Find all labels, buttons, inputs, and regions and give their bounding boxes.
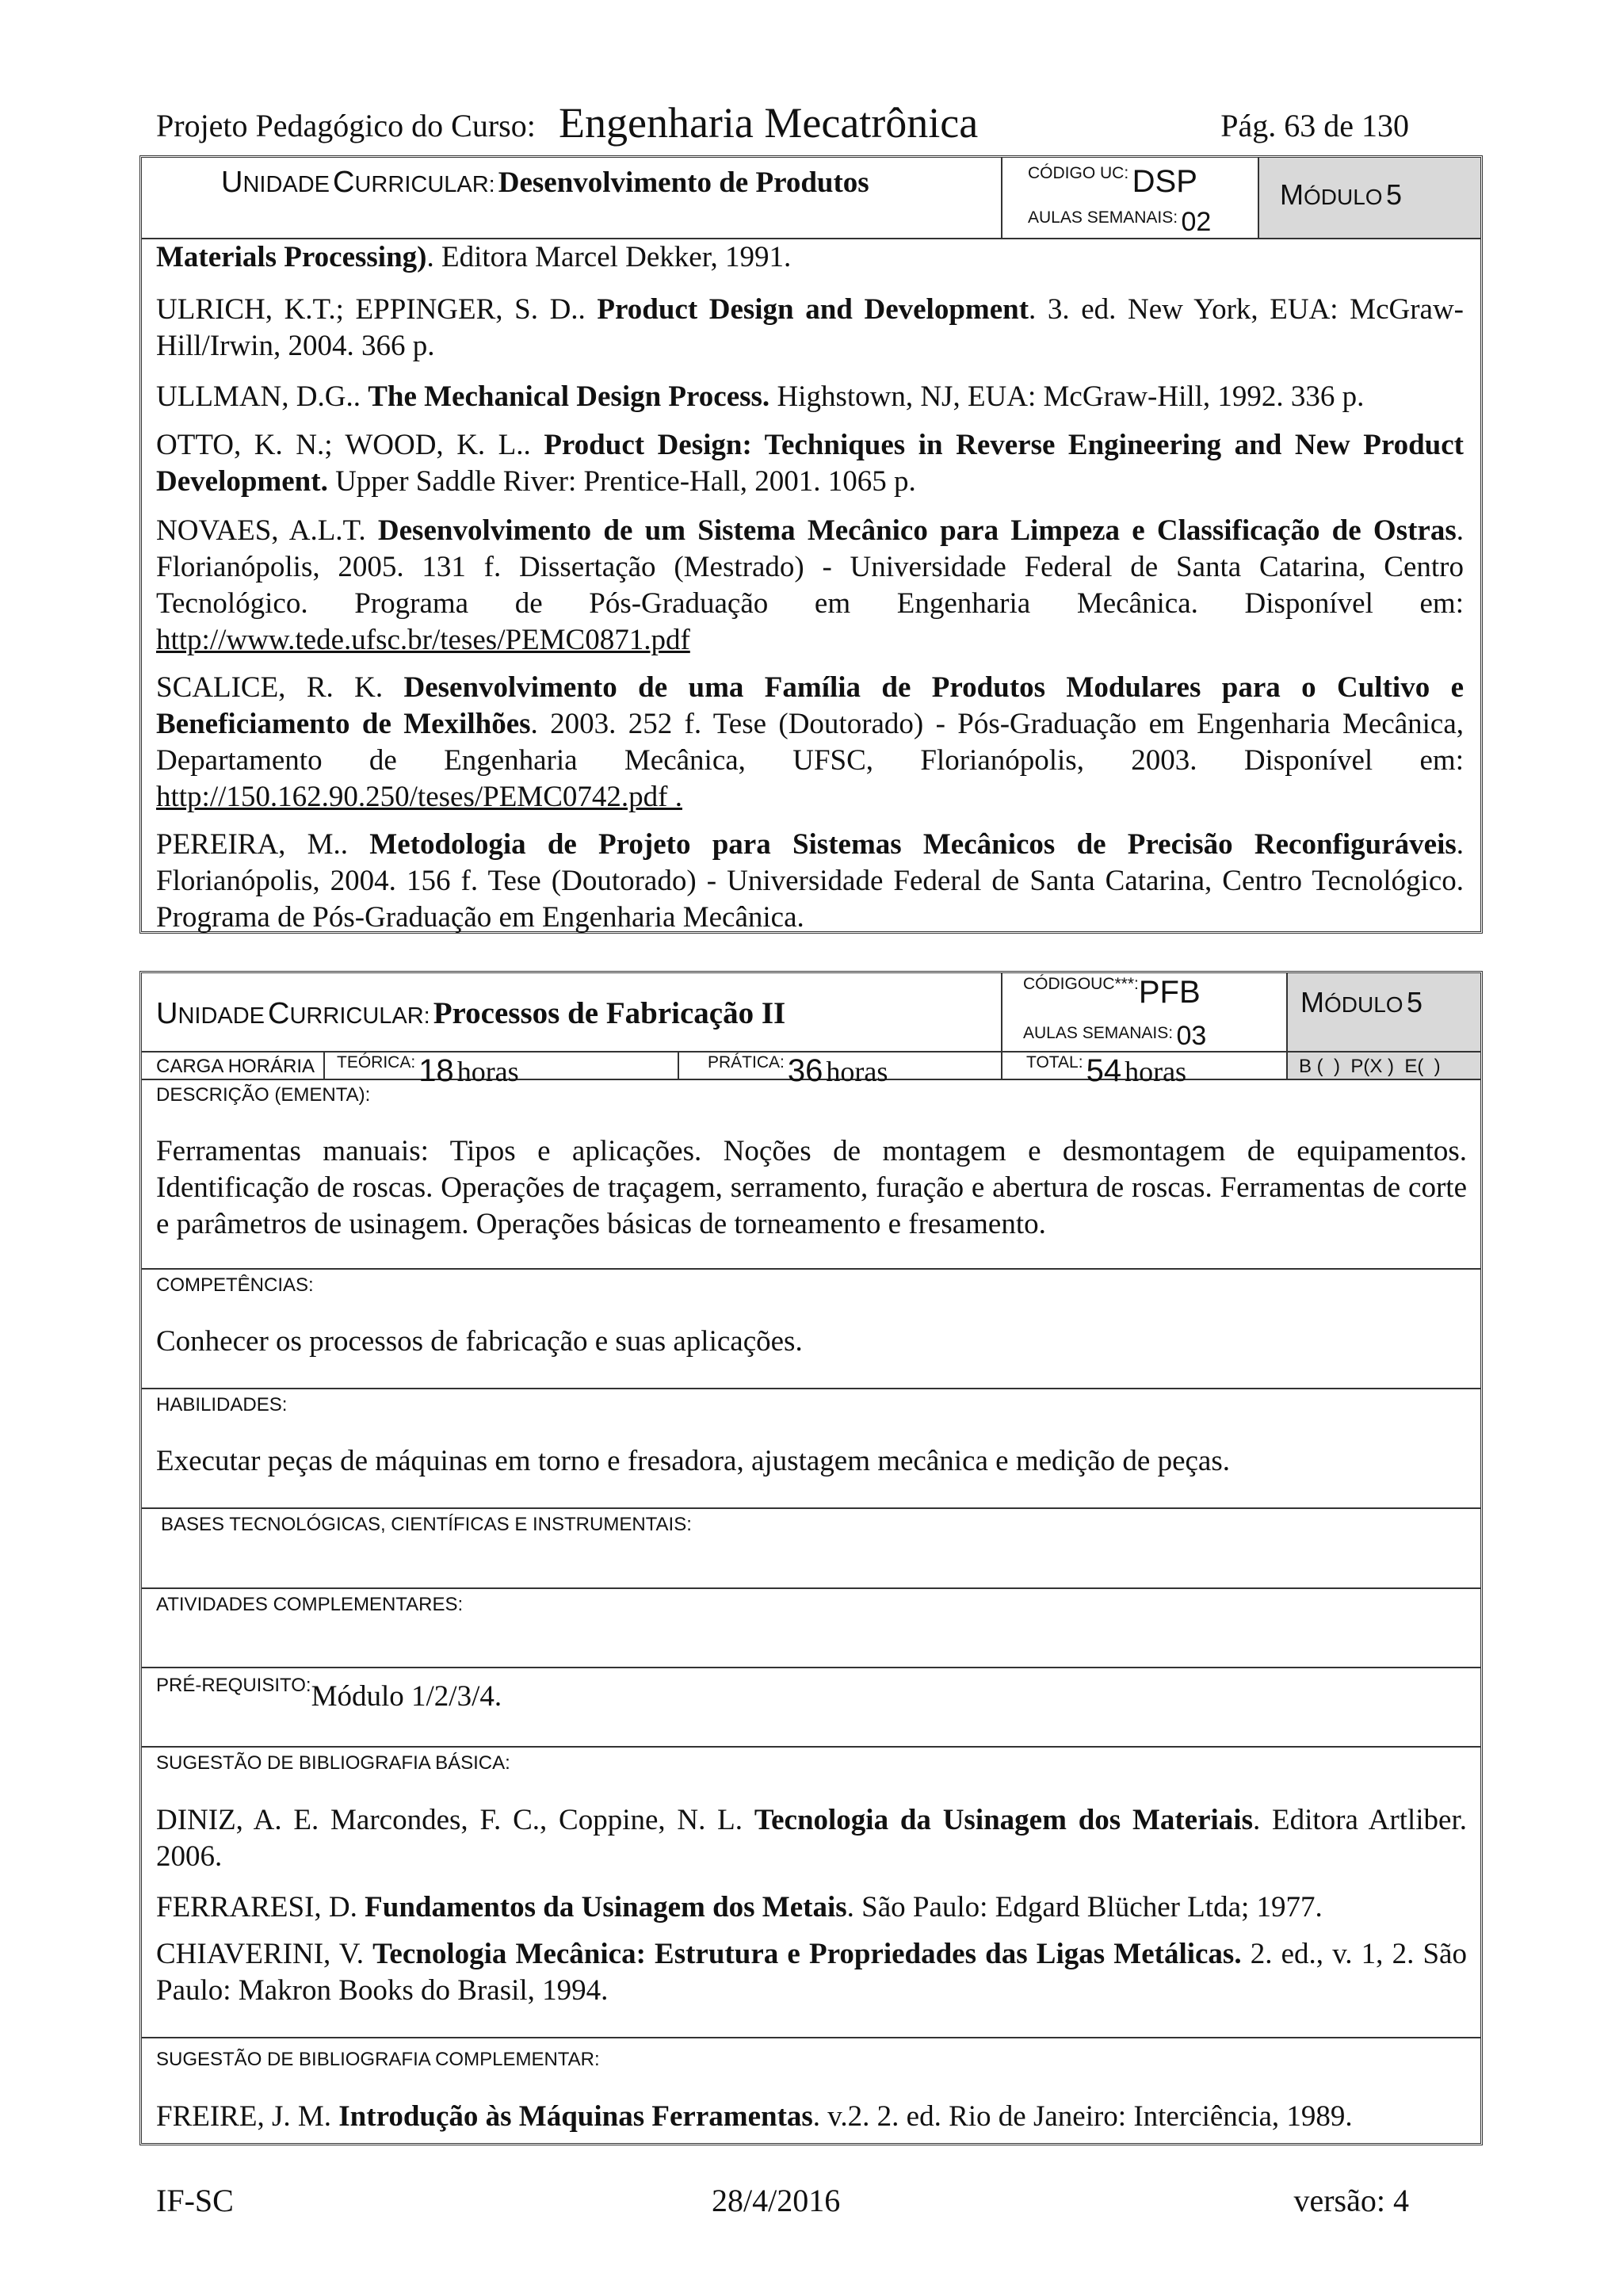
uc2-modulo: MÓDULO 5 (1300, 986, 1423, 1018)
bases-label: BASES TECNOLÓGICAS, CIENTÍFICAS E INSTRUMENTAIS: (161, 1514, 692, 1535)
uc1-ref-5-link[interactable]: http://150.162.90.250/teses/PEMC0742.pdf . (156, 781, 682, 813)
footer-version: versão: 4 (1293, 2183, 1409, 2218)
pratica-cell: PRÁTICA: 36 horas (708, 1053, 888, 1088)
uc1-modulo: MÓDULO 5 (1280, 178, 1403, 211)
uc1-codigo-value: DSP (1132, 164, 1197, 199)
page-header (156, 101, 1409, 149)
uc1-aulas-value: 02 (1181, 207, 1212, 237)
uc1-ref-0: Materials Processing). Editora Marcel Dekker, 1991. (156, 241, 792, 273)
carga-horaria-label: CARGA HORÁRIA (156, 1056, 315, 1077)
biblio-comp-item-0: FREIRE, J. M. Introdução às Máquinas Ferramentas. v.2. 2. ed. Rio de Janeiro: Interciência, 1989. (156, 2100, 1353, 2133)
uc1-ref-2: ULLMAN, D.G.. The Mechanical Design Process. Highstown, NJ, EUA: McGraw-Hill, 1992. 336 p. (156, 380, 1365, 413)
uc1-ref-6: PEREIRA, M.. Metodologia de Projeto para Sistemas Mecânicos de Precisão Reconfiguráveis. Florianópolis, 2004. 156 f. Tese (Doutorado) - Universidade Federal de Santa Catarina, Centro Tecnológico. Programa de Pós-Graduação em Engenharia Mecânica. (156, 828, 1464, 934)
uc1-aulas: AULAS SEMANAIS: 02 (1028, 207, 1212, 237)
competencias-label: COMPETÊNCIAS: (156, 1274, 314, 1296)
uc2-title-row: UNIDADE CURRICULAR: Processos de Fabricação II (156, 996, 786, 1030)
uc1-ref-1: ULRICH, K.T.; EPPINGER, S. D.. Product Design and Development. 3. ed. New York, EUA: McGraw-Hill/Irwin, 2004. 366 p. (156, 293, 1465, 362)
teorica-cell: TEÓRICA: 18 horas (337, 1053, 519, 1088)
biblio-basica-label: SUGESTÃO DE BIBLIOGRAFIA BÁSICA: (156, 1752, 510, 1774)
uc2-aulas: AULAS SEMANAIS: 03 (1023, 1021, 1207, 1051)
uc2-aulas-value: 03 (1176, 1021, 1207, 1051)
uc2-title: Processos de Fabricação II (433, 996, 786, 1030)
footer-date: 28/4/2016 (712, 2183, 841, 2218)
descricao-label: DESCRIÇÃO (EMENTA): (156, 1084, 371, 1106)
uc2-box (139, 971, 1483, 2145)
biblio-basica-item-0: DINIZ, A. E. Marcondes, F. C., Coppine, N. L. Tecnologia da Usinagem dos Materiais. Editora Artliber. 2006. (156, 1804, 1467, 1873)
biblio-basica-item-2: CHIAVERINI, V. Tecnologia Mecânica: Estrutura e Propriedades das Ligas Metálicas. 2. ed., v. 1, 2. São Paulo: Makron Books do Brasil, 1994. (156, 1938, 1467, 2007)
uc1-title-row: UNIDADE CURRICULAR: Desenvolvimento de Produtos (221, 166, 869, 199)
uc1-ref-4: NOVAES, A.L.T. Desenvolvimento de um Sistema Mecânico para Limpeza e Classificação de Ostras. Florianópolis, 2005. 131 f. Dissertação (Mestrado) - Universidade Federal de Santa Catarina, Centro Tecnológico. Programa de Pós-Graduação em Engenharia Mecânica. Disponível em: http://www.tede.ufsc.br/teses/PEMC0871.pdf (156, 514, 1464, 656)
header-prefix: Projeto Pedagógico do Curso: (156, 108, 536, 143)
habilidades-text: Executar peças de máquinas em torno e fresadora, ajustagem mecânica e medição de peças. (156, 1445, 1230, 1477)
uc1-ref-3: OTTO, K. N.; WOOD, K. L.. Product Design: Techniques in Reverse Engineering and New Product Development. Upper Saddle River: Prentice-Hall, 2001. 1065 p. (156, 429, 1464, 498)
descricao-text: Ferramentas manuais: Tipos e aplicações. Noções de montagem e desmontagem de equipamentos. Identificação de roscas. Operações de traçagem, serramento, furação e abertura de roscas. Ferramentas de corte e parâmetros de usinagem. Operações básicas de torneamento e fresamento. (156, 1135, 1467, 1240)
prerequisito: PRÉ-REQUISITO:Módulo 1/2/3/4. (156, 1675, 502, 1713)
competencias-text: Conhecer os processos de fabricação e suas aplicações. (156, 1325, 803, 1358)
footer-institution: IF-SC (156, 2183, 234, 2218)
bpe-selector: B ( ) P(X ) E( ) (1299, 1056, 1441, 1077)
atividades-label: ATIVIDADES COMPLEMENTARES: (156, 1594, 464, 1615)
habilidades-label: HABILIDADES: (156, 1394, 288, 1415)
uc1-title: Desenvolvimento de Produtos (498, 166, 869, 199)
uc1-codigo: CÓDIGO UC: DSP (1028, 164, 1197, 199)
uc2-codigo-value: PFB (1138, 975, 1201, 1010)
total-cell: TOTAL: 54 horas (1026, 1053, 1187, 1088)
biblio-basica-item-1: FERRARESI, D. Fundamentos da Usinagem dos Metais. São Paulo: Edgard Blücher Ltda; 1977. (156, 1891, 1323, 1924)
uc2-codigo: CÓDIGOUC***:PFB (1023, 975, 1201, 1010)
header-page-number: Pág. 63 de 130 (1220, 108, 1409, 143)
header-course: Engenharia Mecatrônica (559, 99, 979, 147)
uc1-ref-5: SCALICE, R. K. Desenvolvimento de uma Família de Produtos Modulares para o Cultivo e Beneficiamento de Mexilhões. 2003. 252 f. Tese (Doutorado) - Pós-Graduação em Engenharia Mecânica, Departamento de Engenharia Mecânica, UFSC, Florianópolis, 2003. Disponível em: http://150.162.90.250/teses/PEMC0742.pdf . (156, 671, 1464, 813)
uc1-ref-4-link[interactable]: http://www.tede.ufsc.br/teses/PEMC0871.pdf (156, 624, 690, 656)
biblio-comp-label: SUGESTÃO DE BIBLIOGRAFIA COMPLEMENTAR: (156, 2049, 600, 2070)
